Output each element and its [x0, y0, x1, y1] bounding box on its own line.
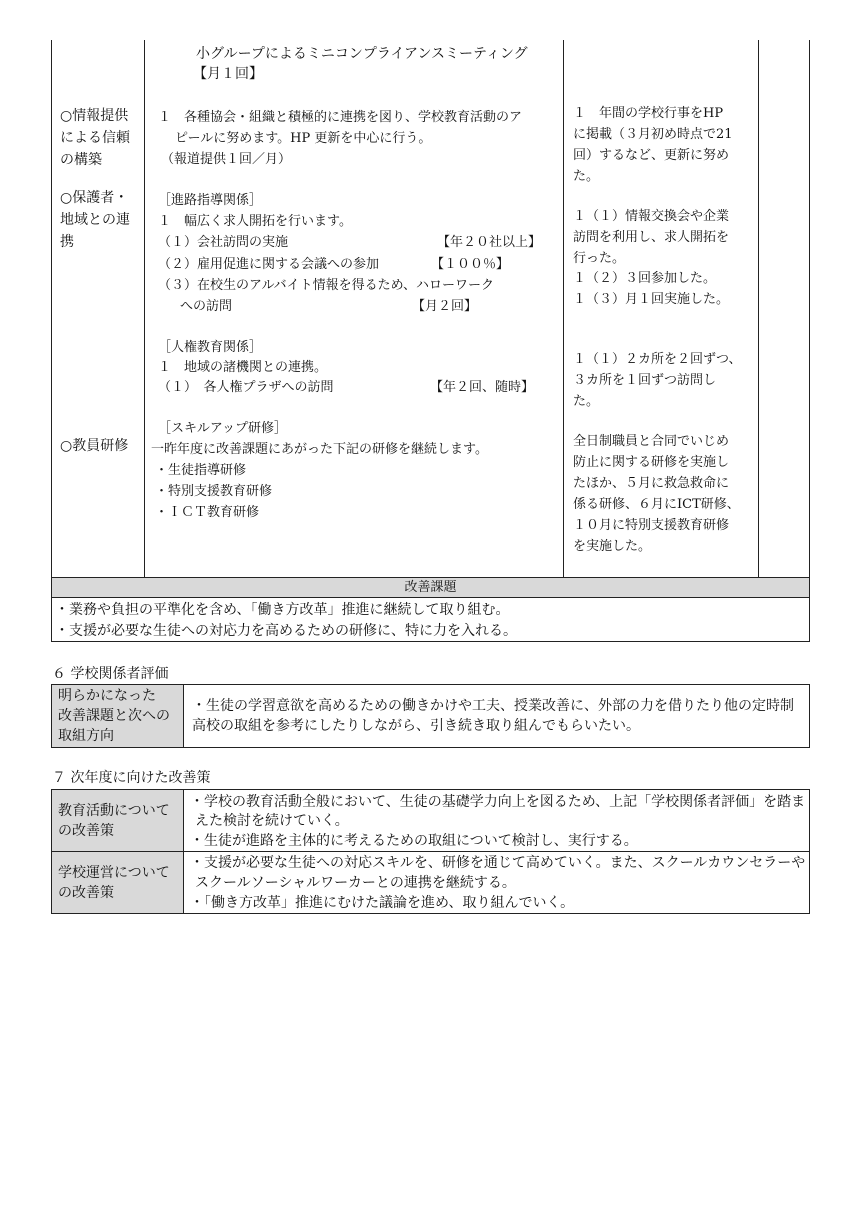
plan-line: 【月１回】 [193, 66, 263, 82]
education-body: ・生徒が進路を主体的に考えるための取組について検討し、実行する。 [190, 833, 638, 849]
plan-line: ［人権教育関係］ [158, 340, 263, 355]
category-label: 携 [60, 234, 74, 250]
section-7-heading: ７ 次年度に向けた改善策 [52, 770, 211, 786]
result-line: １０月に特別支援教育研修 [573, 518, 730, 533]
plan-line: （報道提供１回／月） [161, 152, 292, 167]
category-label: ○保護者・ [60, 190, 129, 206]
management-body: ・「働き方改革」推進にむけた議論を進め、取り組んでいく。 [190, 895, 575, 911]
plan-target: 【月２回】 [412, 299, 478, 314]
result-line: 係る研修、６月にICT研修、 [573, 497, 740, 512]
management-label: 学校運営について [58, 865, 170, 881]
plan-line: （１） 各人権プラザへの訪問 [158, 380, 334, 395]
result-line: を実施した。 [573, 539, 652, 554]
eval-label: 取組方向 [58, 728, 114, 744]
plan-line: ピールに努めます。HP 更新を中心に行う。 [175, 131, 432, 146]
result-line: １（１）２カ所を２回ずつ、 [573, 352, 742, 367]
result-line: 訪問を利用し、求人開拓を [573, 230, 730, 245]
section-6-heading: ６ 学校関係者評価 [52, 666, 169, 682]
plan-line: ・特別支援教育研修 [155, 484, 273, 499]
plan-line: ［スキルアップ研修］ [158, 421, 287, 436]
eval-label: 明らかになった [58, 688, 156, 704]
plan-line: 小グループによるミニコンプライアンスミーティング [196, 46, 528, 62]
plan-line: （３）在校生のアルバイト情報を得るため、ハローワーク [158, 278, 495, 293]
kaizen-title: 改善課題 [404, 580, 457, 595]
plan-line: への訪問 [180, 299, 233, 314]
result-line: に掲載（３月初め時点で21 [573, 127, 733, 142]
plan-line: １ 各種協会・組織と積極的に連携を図り、学校教育活動のア [158, 110, 523, 125]
category-label: の構築 [60, 152, 102, 168]
result-line: ３カ所を１回ずつ訪問し [573, 373, 717, 388]
eval-label: 改善課題と次への [58, 708, 170, 724]
plan-line: ［進路指導関係］ [158, 193, 263, 208]
plan-target: 【年２０社以上】 [437, 235, 542, 250]
plan-line: １ 地域の諸機関との連携。 [158, 360, 328, 375]
management-label: の改善策 [58, 885, 114, 901]
plan-line: １ 幅広く求人開拓を行います。 [158, 214, 352, 229]
management-body: ・支援が必要な生徒への対応スキルを、研修を通じて高めていく。また、スクールカウンセラーや [190, 855, 806, 871]
plan-line: 一昨年度に改善課題にあがった下記の研修を継続します。 [151, 442, 488, 457]
result-line: １（３）月１回実施した。 [573, 292, 730, 307]
eval-body: 高校の取組を参考にしたりしながら、引き続き取り組んでもらいたい。 [192, 718, 640, 734]
plan-target: 【年２回、随時】 [430, 380, 535, 395]
result-line: 全日制職員と合同でいじめ [573, 434, 730, 449]
result-line: 行った。 [573, 251, 626, 266]
category-label: ○情報提供 [60, 108, 129, 124]
plan-line: （２）雇用促進に関する会議への参加 [158, 257, 380, 272]
kaizen-item: ・支援が必要な生徒への対応力を高めるための研修に、特に力を入れる。 [55, 623, 517, 639]
education-label: の改善策 [58, 823, 114, 839]
management-body: スクールソーシャルワーカーとの連携を継続する。 [195, 875, 516, 891]
result-line: 防止に関する研修を実施し [573, 455, 730, 470]
plan-line: ・生徒指導研修 [155, 463, 247, 478]
education-body: えた検討を続けていく。 [195, 813, 349, 829]
result-line: １（２）３回参加した。 [573, 271, 717, 286]
eval-body: ・生徒の学習意欲を高めるための働きかけや工夫、授業改善に、外部の力を借りたり他の定時制 [192, 698, 794, 714]
kaizen-item: ・業務や負担の平準化を含め、「働き方改革」推進に継続して取り組む。 [55, 602, 510, 618]
category-label: ○教員研修 [60, 438, 129, 454]
result-line: た。 [573, 394, 600, 409]
category-label: による信頼 [60, 130, 130, 146]
plan-target: 【１００％】 [431, 257, 510, 272]
plan-line: （１）会社訪問の実施 [158, 235, 289, 250]
result-line: 回）するなど、更新に努め [573, 148, 730, 163]
result-line: １ 年間の学校行事をHP [573, 106, 724, 121]
education-label: 教育活動について [58, 803, 170, 819]
plan-line: ・ＩＣＴ教育研修 [155, 505, 260, 520]
category-label: 地域との連 [60, 212, 130, 228]
result-line: たほか、５月に救急救命に [573, 476, 730, 491]
education-body: ・学校の教育活動全般において、生徒の基礎学力向上を図るため、上記「学校関係者評価」を踏ま [190, 794, 806, 810]
result-line: た。 [573, 169, 600, 184]
result-line: １（１）情報交換会や企業 [573, 209, 730, 224]
